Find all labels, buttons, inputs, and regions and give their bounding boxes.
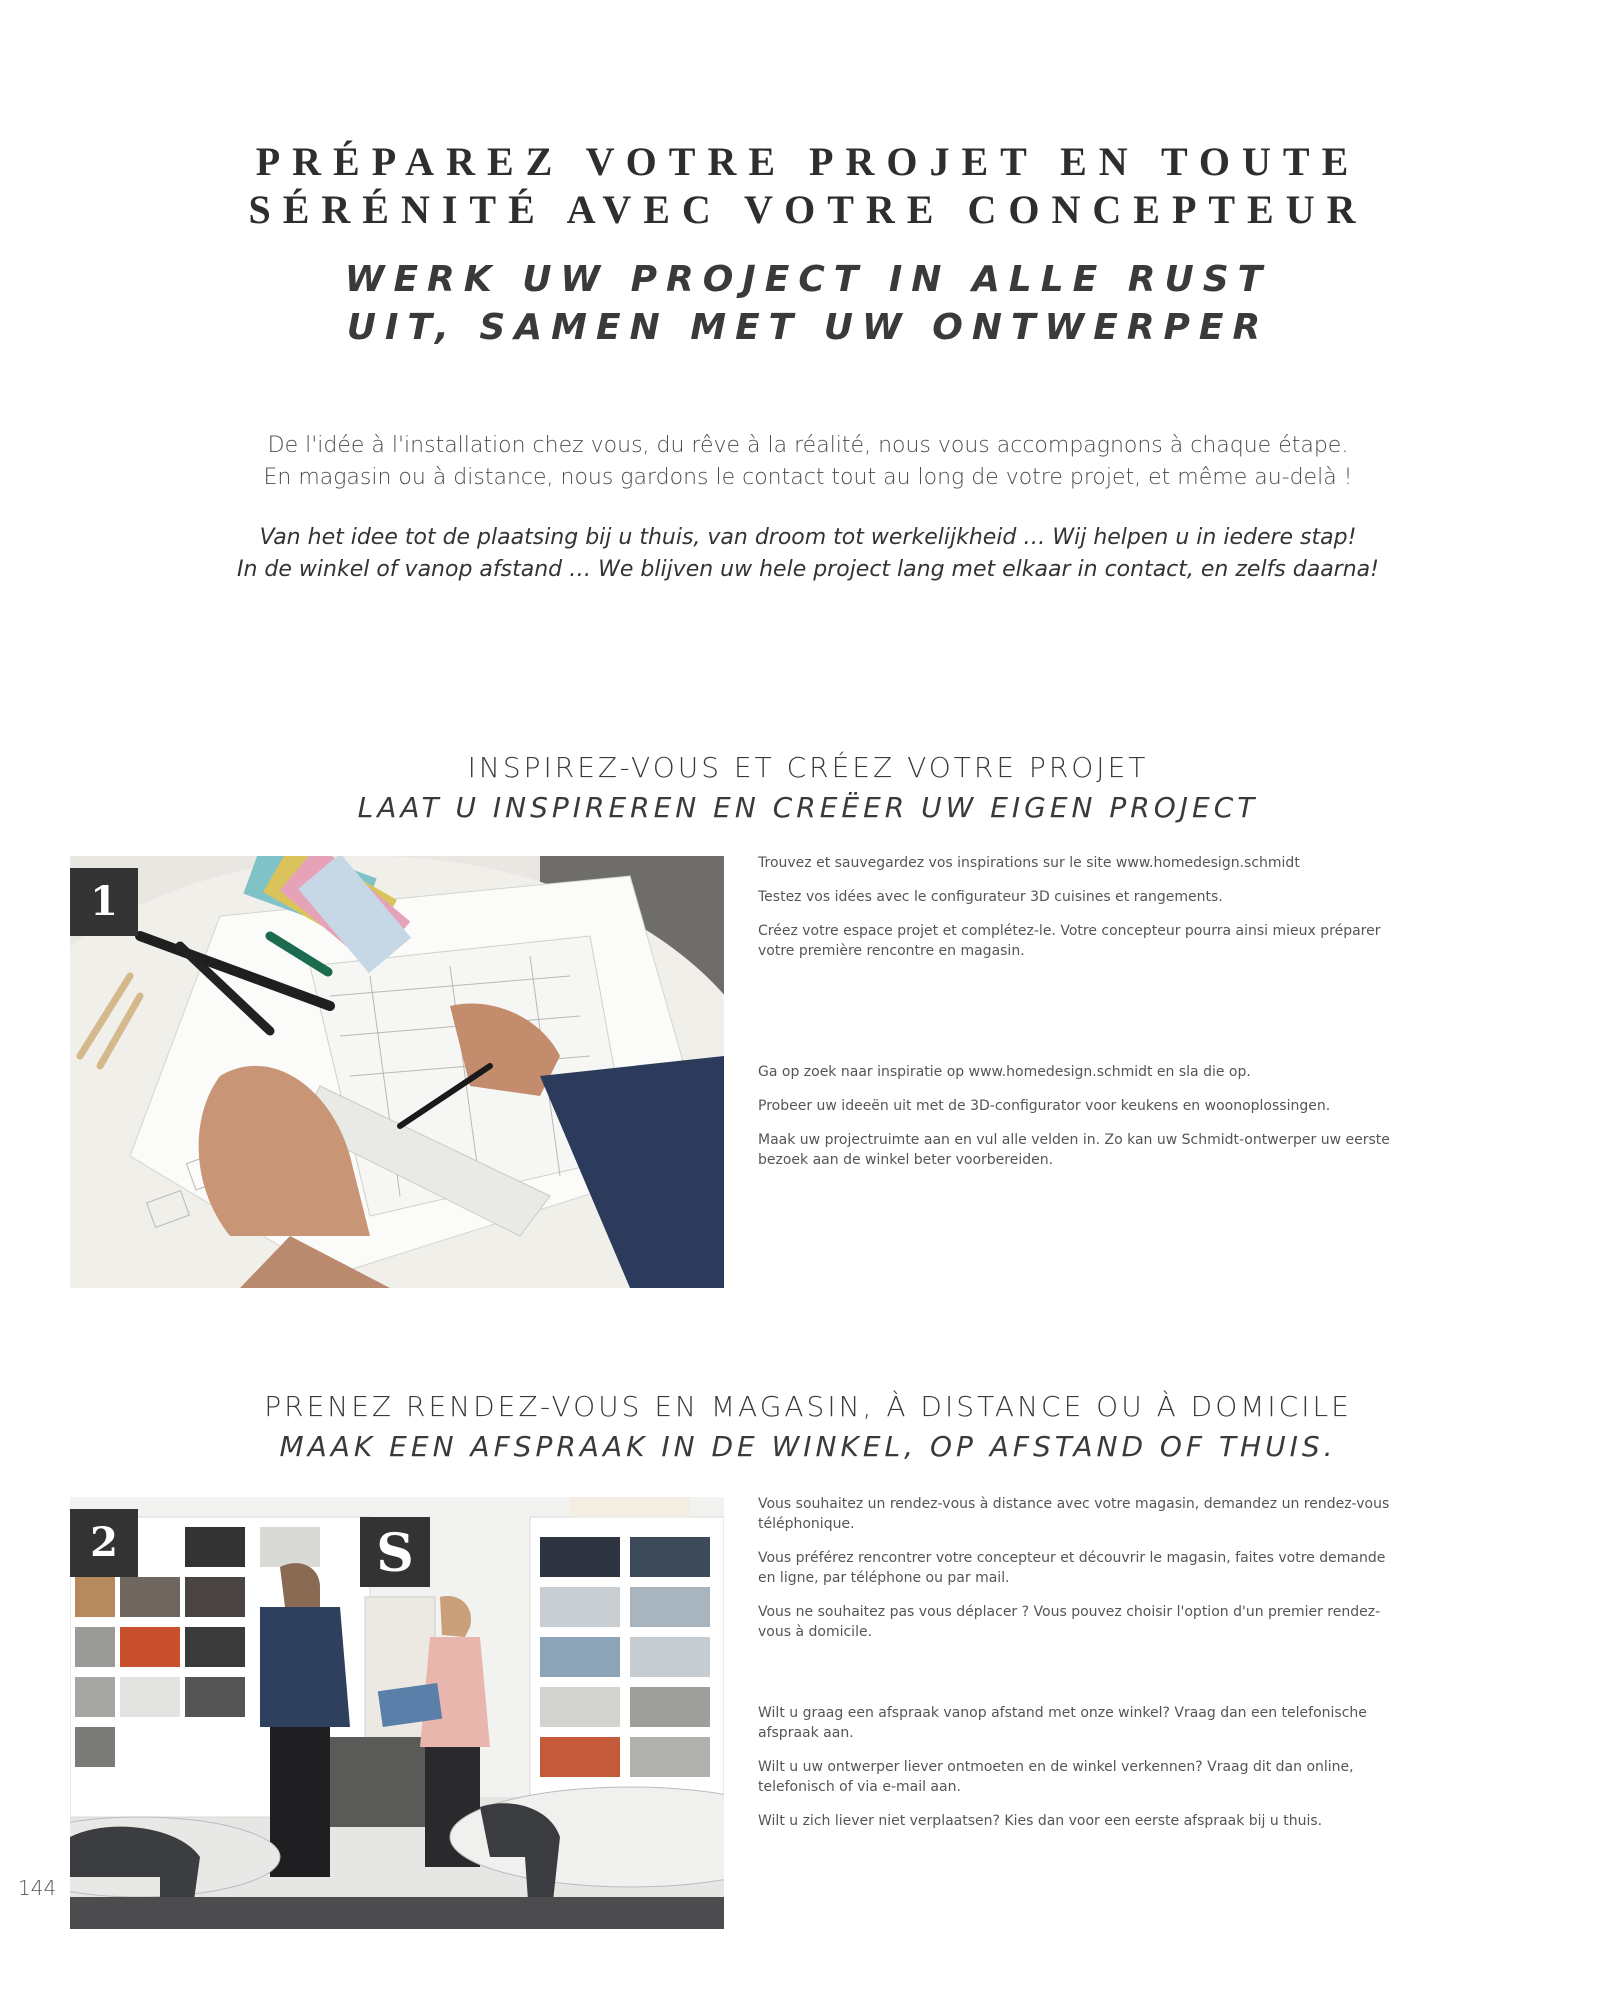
section-2-heading [0,1387,1616,1467]
intro-text-fr [0,430,1616,494]
section-1-heading [0,748,1616,828]
step-1-badge: 1 [70,868,138,936]
section-2-fr-paragraph: Vous ne souhaitez pas vous déplacer ? Vous pouvez choisir l'option d'un premier rendez-vous à domicile. [758,1604,1381,1640]
section-2-text-nl [758,1703,1398,1845]
section-1-fr-paragraph: Trouvez et sauvegardez vos inspirations sur le site www.homedesign.schmidt [758,855,1300,871]
brand-logo-letter: S [376,1523,414,1584]
section-1-nl-paragraph: Probeer uw ideeën uit met de 3D-configurator voor keukens en woonoplossingen. [758,1098,1331,1114]
page-subtitle [0,256,1616,352]
section-1-heading-fr: INSPIREZ-VOUS ET CRÉEZ VOTRE PROJET [467,751,1149,784]
showroom-illustration [70,1497,724,1929]
intro-text-nl [0,522,1616,586]
section-2-nl-paragraph: Wilt u uw ontwerper liever ontmoeten en de winkel verkennen? Vraag dit dan online, telefonisch of via e-mail aan. [758,1759,1354,1795]
design-sketch-photo [70,856,724,1288]
page-subtitle-line-2: UIT, SAMEN MET UW ONTWERPER [346,307,1270,348]
section-1-text-fr [758,853,1398,975]
section-1-fr-paragraph: Testez vos idées avec le configurateur 3D cuisines et rangements. [758,889,1223,905]
section-1-text-nl [758,1062,1398,1184]
page-title-line-2: SÉRÉNITÉ AVEC VOTRE CONCEPTEUR [248,187,1368,232]
section-2-text-fr [758,1494,1398,1656]
intro-fr-line-2: En magasin ou à distance, nous gardons le contact tout au long de votre projet, et même au-delà ! [263,465,1353,490]
section-1-heading-nl: LAAT U INSPIREREN EN CREËER UW EIGEN PROJECT [357,791,1259,824]
intro-nl-line-2: In de winkel of vanop afstand … We blijven uw hele project lang met elkaar in contact, en zelfs daarna! [237,557,1379,582]
page-title [0,138,1616,234]
showroom-photo [70,1497,724,1929]
section-1-fr-paragraph: Créez votre espace projet et complétez-le. Votre concepteur pourra ainsi mieux préparer votre première rencontre en magasin. [758,923,1381,959]
section-2-heading-nl: MAAK EEN AFSPRAAK IN DE WINKEL, OP AFSTAND OF THUIS. [279,1430,1337,1463]
section-2-nl-paragraph: Wilt u graag een afspraak vanop afstand met onze winkel? Vraag dan een telefonische afspraak aan. [758,1705,1367,1741]
section-1-nl-paragraph: Ga op zoek naar inspiratie op www.homedesign.schmidt en sla die op. [758,1064,1251,1080]
section-2-fr-paragraph: Vous préférez rencontrer votre concepteur et découvrir le magasin, faites votre demande en ligne, par téléphone ou par mail. [758,1550,1386,1586]
intro-fr-line-1: De l'idée à l'installation chez vous, du rêve à la réalité, nous vous accompagnons à chaque étape. [267,433,1349,458]
page-number: 144 [18,1876,57,1900]
intro-nl-line-1: Van het idee tot de plaatsing bij u thuis, van droom tot werkelijkheid … Wij helpen u in iedere stap! [259,525,1357,550]
page-subtitle-line-1: WERK UW PROJECT IN ALLE RUST [344,259,1272,300]
section-2-fr-paragraph: Vous souhaitez un rendez-vous à distance avec votre magasin, demandez un rendez-vous téléphonique. [758,1496,1390,1532]
section-2-nl-paragraph: Wilt u zich liever niet verplaatsen? Kies dan voor een eerste afspraak bij u thuis. [758,1813,1323,1829]
section-1-nl-paragraph: Maak uw projectruimte aan en vul alle velden in. Zo kan uw Schmidt-ontwerper uw eerste bezoek aan de winkel beter voorbereiden. [758,1132,1390,1168]
page-title-line-1: PRÉPAREZ VOTRE PROJET EN TOUTE [255,139,1361,184]
section-2-heading-fr: PRENEZ RENDEZ-VOUS EN MAGASIN, À DISTANCE OU À DOMICILE [264,1390,1352,1423]
step-2-badge: 2 [70,1509,138,1577]
design-sketch-illustration [70,856,724,1288]
